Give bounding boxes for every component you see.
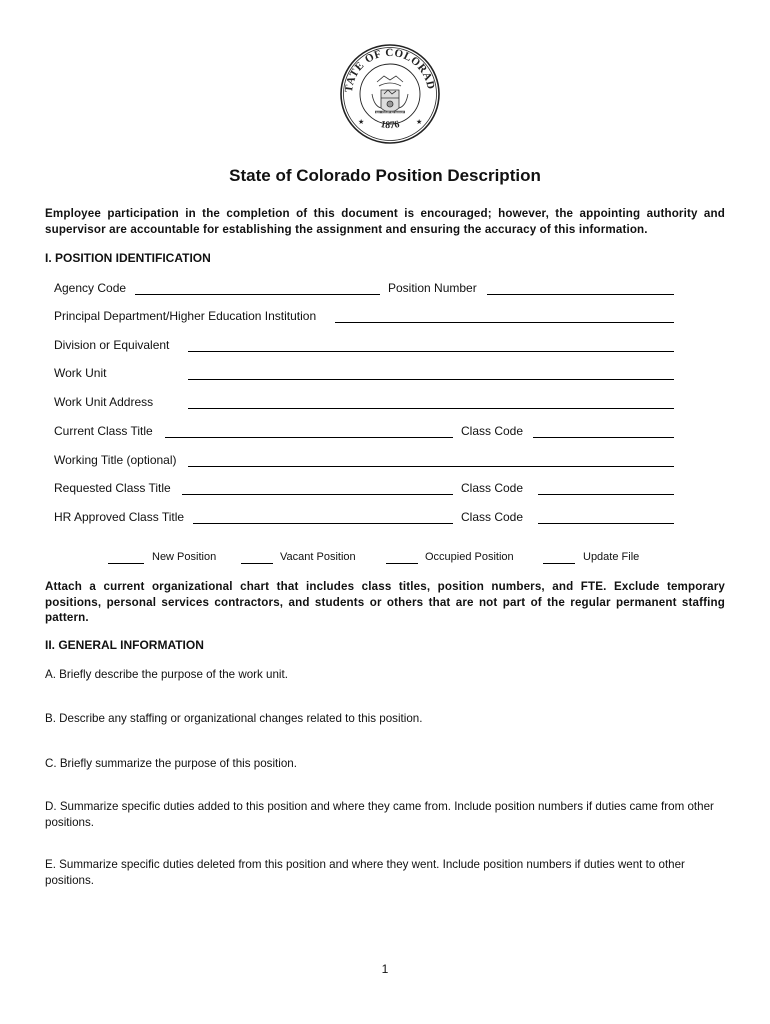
state-seal-graphic	[339, 42, 441, 146]
page-title: State of Colorado Position Description	[229, 166, 541, 185]
seal-motto: NIL SINE NUMINE	[375, 111, 405, 115]
org-chart-note: Attach a current organizational chart that includes class titles, position numbers, and FTE. Exclude temporary positions, personal services contractors, and students or others that are not part of the regular permanent staffing pattern.	[45, 580, 725, 624]
work-unit-address-field[interactable]	[188, 408, 674, 409]
work-unit-address-label: Work Unit Address	[54, 395, 154, 409]
question-c: C. Briefly summarize the purpose of this position.	[45, 757, 297, 770]
working-title-label: Working Title (optional)	[54, 453, 177, 467]
question-a: A. Briefly describe the purpose of the work unit.	[45, 668, 288, 681]
new-position-label: New Position	[152, 551, 217, 563]
principal-department-field[interactable]	[335, 322, 674, 323]
hr-approved-class-title-field[interactable]	[193, 523, 453, 524]
new-position-check[interactable]	[108, 563, 144, 564]
division-field[interactable]	[188, 351, 674, 352]
working-title-field[interactable]	[188, 466, 674, 467]
svg-text:1876	[379, 119, 400, 131]
division-label: Division or Equivalent	[54, 338, 170, 352]
agency-code-field[interactable]	[135, 294, 380, 295]
question-e: E. Summarize specific duties deleted from this position and where they went. Include position numbers if duties went to other positions.	[45, 858, 685, 887]
state-seal	[339, 42, 441, 146]
class-code-label-2: Class Code	[461, 481, 524, 495]
principal-department-label: Principal Department/Higher Education Institution	[54, 309, 317, 323]
requested-class-title-label: Requested Class Title	[54, 481, 171, 495]
class-code-field-3[interactable]	[538, 523, 674, 524]
svg-text:★: ★	[416, 119, 423, 126]
question-d: D. Summarize specific duties added to this position and where they came from. Include position numbers if duties came from other positions.	[45, 800, 714, 829]
update-file-label: Update File	[583, 551, 640, 563]
svg-text:★: ★	[358, 119, 365, 126]
vacant-position-label: Vacant Position	[280, 551, 356, 563]
agency-code-label: Agency Code	[54, 281, 127, 295]
intro-paragraph: Employee participation in the completion of this document is encouraged; however, the appointing authority and supervisor are accountable for establishing the assignment and ensuring the accuracy of this information.	[45, 207, 725, 236]
occupied-position-check[interactable]	[386, 563, 418, 564]
section-1-heading: I. POSITION IDENTIFICATION	[45, 251, 211, 265]
hr-approved-class-title-label: HR Approved Class Title	[54, 510, 185, 524]
work-unit-label: Work Unit	[54, 366, 107, 380]
occupied-position-label: Occupied Position	[425, 551, 514, 563]
requested-class-title-field[interactable]	[182, 494, 453, 495]
page-number: 1	[381, 962, 389, 976]
seal-ring-text: TATE OF COLORAD	[342, 46, 437, 94]
svg-text:STATE OF COLORADO	[339, 42, 437, 93]
current-class-title-field[interactable]	[165, 437, 453, 438]
seal-year: 1876	[379, 119, 401, 132]
question-b: B. Describe any staffing or organizational changes related to this position.	[45, 712, 423, 725]
class-code-field-2[interactable]	[538, 494, 674, 495]
section-2-heading: II. GENERAL INFORMATION	[45, 638, 204, 652]
current-class-title-label: Current Class Title	[54, 424, 153, 438]
work-unit-field[interactable]	[188, 379, 674, 380]
position-number-field[interactable]	[487, 294, 674, 295]
class-code-field-1[interactable]	[533, 437, 674, 438]
class-code-label-1: Class Code	[461, 424, 524, 438]
position-number-label: Position Number	[388, 281, 477, 295]
class-code-label-3: Class Code	[461, 510, 524, 524]
update-file-check[interactable]	[543, 563, 575, 564]
seal-emblem	[372, 76, 408, 112]
vacant-position-check[interactable]	[241, 563, 273, 564]
